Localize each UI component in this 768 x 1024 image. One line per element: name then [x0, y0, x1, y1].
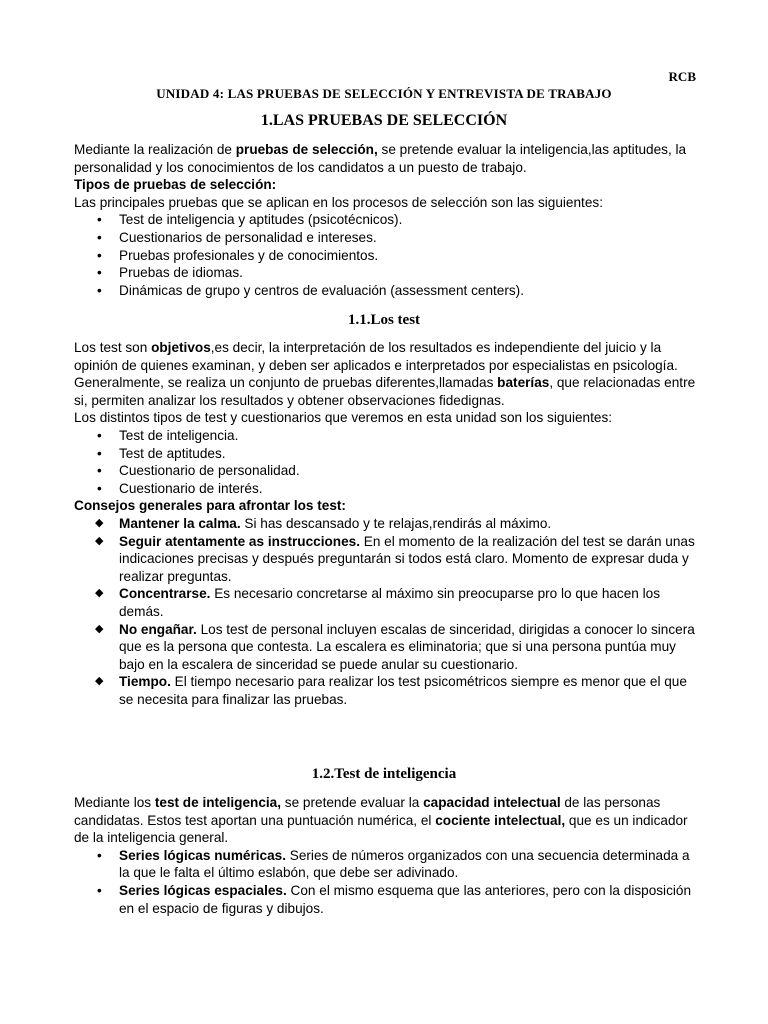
unit-title: UNIDAD 4: LAS PRUEBAS DE SELECCIÓN Y ENTREVISTA DE TRABAJO: [156, 86, 612, 101]
list-item: • Cuestionarios de personalidad e intereses.: [97, 229, 377, 245]
list-item: ◆ Mantener la calma. Si has descansado y te relajas,rendirás al máximo.: [95, 515, 552, 531]
list-item: • Series lógicas numéricas. Series de números organizados con una secuencia determinada a la que le falta el último eslabón, que debe ser adivinado.: [97, 847, 690, 881]
list-item: • Pruebas profesionales y de conocimientos.: [97, 247, 379, 263]
diamond-bullet-icon: ◆: [95, 622, 104, 635]
list-item: ◆ Concentrarse. Es necesario concretarse al máximo sin preocuparse pro lo que hacen los demás.: [95, 586, 661, 619]
bullet-icon: •: [97, 445, 102, 461]
section-1-1-body: [74, 339, 696, 708]
list-item: • Cuestionario de interés.: [97, 480, 263, 496]
intro-paragraph: Mediante la realización de pruebas de selección, se pretende evaluar la inteligencia,las aptitudes, la personalidad y los conocimientos de los candidatos a un puesto de trabajo.: [74, 142, 687, 175]
types-heading: Tipos de pruebas de selección:: [74, 177, 277, 193]
test-types-intro: Los distintos tipos de test y cuestionarios que veremos en esta unidad son los siguientes:: [74, 410, 613, 426]
list-item: • Pruebas de idiomas.: [97, 265, 243, 281]
bullet-icon: •: [97, 247, 102, 263]
test-types-list: [74, 427, 696, 497]
diamond-bullet-icon: ◆: [95, 534, 104, 547]
diamond-bullet-icon: ◆: [95, 516, 104, 529]
bullet-icon: •: [97, 463, 102, 479]
section-heading-1: 1.LAS PRUEBAS DE SELECCIÓN: [260, 112, 508, 129]
diamond-bullet-icon: ◆: [95, 587, 104, 600]
bullet-icon: •: [97, 212, 102, 228]
section-heading-1-1: 1.1.Los test: [347, 312, 421, 328]
list-item: ◆ Tiempo. El tiempo necesario para realizar los test psicométricos siempre es menor que el que se necesita para finalizar las pruebas.: [95, 674, 687, 707]
bullet-icon: •: [97, 847, 102, 863]
section-heading-1-2: 1.2.Test de inteligencia: [311, 766, 457, 782]
diamond-bullet-icon: ◆: [95, 675, 104, 688]
bullet-icon: •: [97, 282, 102, 298]
intelligence-paragraph: Mediante los test de inteligencia, se pretende evaluar la capacidad intelectual de las personas candidatas. Estos test aportan una puntuación numérica, el cociente intelectual, que es un indicador de la inteligencia general.: [74, 795, 688, 846]
list-item: ◆ No engañar. Los test de personal incluyen escalas de sinceridad, dirigidas a conocer lo sincera que es la persona que contesta. La escalera es eliminatoria; que si una persona puntúa muy bajo en la escalera de sinceridad se puede anular su cuestionario.: [95, 621, 695, 672]
list-item: • Dinámicas de grupo y centros de evaluación (assessment centers).: [97, 282, 524, 298]
list-item: • Test de inteligencia.: [97, 427, 239, 443]
bullet-icon: •: [97, 427, 102, 443]
advice-list: [74, 515, 696, 709]
section-1-body: [74, 141, 696, 299]
types-intro: Las principales pruebas que se aplican en los procesos de selección son las siguientes:: [74, 194, 603, 210]
list-item: • Cuestionario de personalidad.: [97, 463, 300, 479]
batteries-paragraph: Generalmente, se realiza un conjunto de pruebas diferentes,llamadas baterías, que relacionadas entre si, permiten analizar los resultados y obtener observaciones fidedignas.: [74, 375, 696, 408]
list-item: • Test de inteligencia y aptitudes (psicotécnicos).: [97, 212, 403, 228]
author-initials: RCB: [668, 69, 696, 84]
bullet-icon: •: [97, 882, 102, 898]
bullet-icon: •: [97, 265, 102, 281]
advice-heading: Consejos generales para afrontar los test:: [74, 498, 346, 514]
bullet-icon: •: [97, 480, 102, 496]
tests-objective-paragraph: Los test son objetivos,es decir, la interpretación de los resultados es independiente del juicio y la opinión de quienes examinan, y deben ser aplicados e interpretados por especialistas en psicología.: [74, 340, 678, 373]
list-item: ◆ Seguir atentamente as instrucciones. En el momento de la realización del test se darán unas indicaciones precisas y después preguntarán si todos está claro. Momento de expresar duda y realizar preguntas.: [95, 533, 695, 584]
list-item: • Test de aptitudes.: [97, 445, 226, 461]
bullet-icon: •: [97, 229, 102, 245]
section-1-2-body: [74, 794, 696, 917]
intelligence-test-list: [74, 847, 696, 917]
list-item: • Series lógicas espaciales. Con el mismo esquema que las anteriores, pero con la disposición en el espacio de figuras y dibujos.: [97, 882, 692, 916]
selection-types-list: [74, 211, 696, 299]
